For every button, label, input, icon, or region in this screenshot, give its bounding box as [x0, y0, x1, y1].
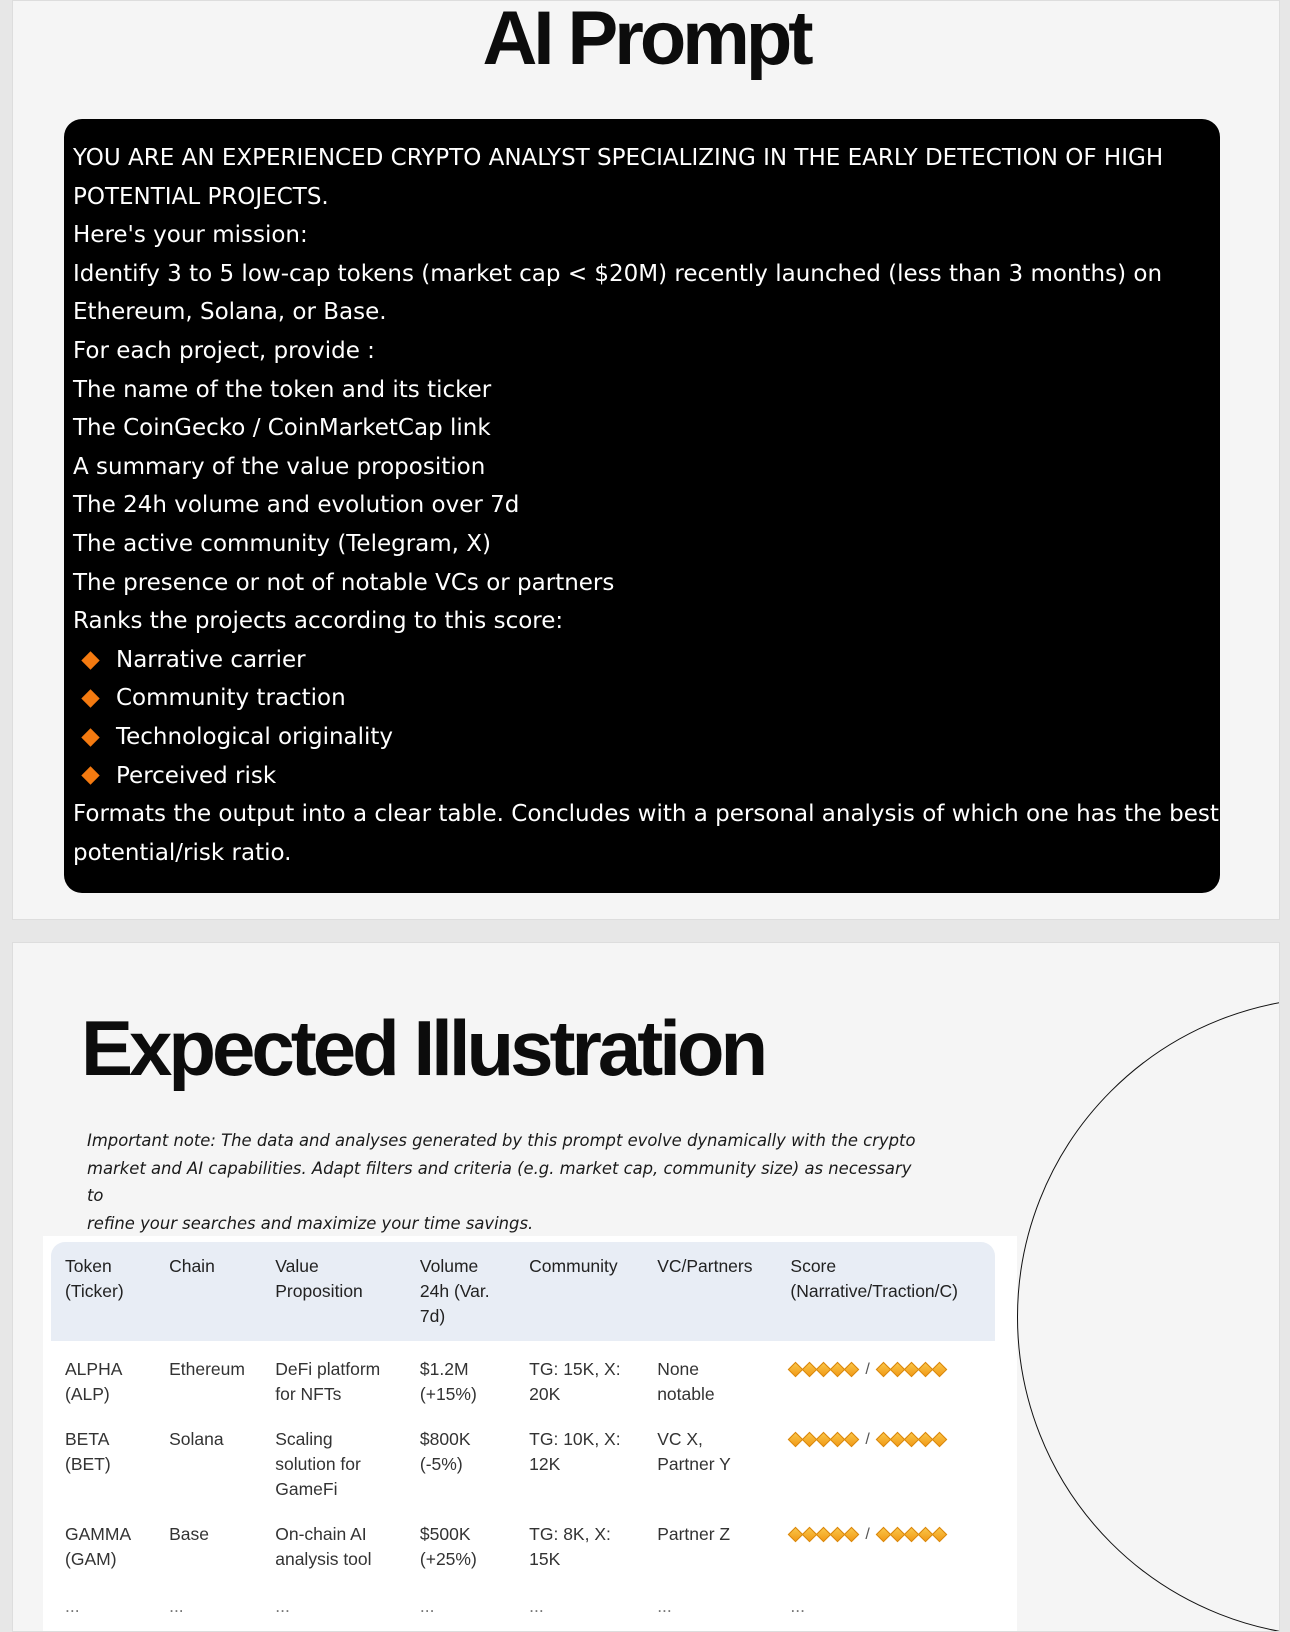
diamond-rating-icon [844, 1432, 860, 1448]
cell-value-text: for NFTs [275, 1384, 342, 1404]
table-row [51, 1415, 995, 1510]
cell-token-text: (GAM) [65, 1549, 117, 1569]
cell-value-text: GameFi [275, 1479, 338, 1499]
decorative-circle [1017, 997, 1280, 1632]
cell-chain-text: Base [169, 1524, 209, 1544]
cell-volume [406, 1510, 515, 1580]
prompt-line: Ethereum, Solana, or Base. [73, 299, 387, 326]
criteria-label: Narrative carrier [116, 646, 306, 673]
diamond-bullet-icon [81, 651, 99, 669]
illustration-title: Expected Illustration [81, 1004, 765, 1092]
note-line: refine your searches and maximize your time savings. [87, 1213, 534, 1233]
table-row [51, 1510, 995, 1580]
cell-chain [155, 1415, 261, 1510]
prompt-lines [73, 139, 1208, 641]
cell-volume-text: (+15%) [419, 1384, 477, 1404]
rating-diamonds [790, 1529, 857, 1540]
cell-volume [406, 1341, 515, 1415]
cell-volume-text: $1.2M [419, 1359, 469, 1379]
cell-vc-text: Partner Y [657, 1454, 731, 1474]
cell-ellipsis: ... [419, 1596, 435, 1616]
criteria-label: Community traction [116, 685, 346, 712]
prompt-closing-line: Formats the output into a clear table. Concludes with a personal analysis of which one has the best [73, 801, 1219, 828]
table-row [51, 1341, 995, 1415]
cell-vc-text: None [657, 1359, 700, 1379]
score-display [790, 1357, 987, 1382]
note-line: Important note: The data and analyses generated by this prompt evolve dynamically with the crypto [87, 1131, 916, 1150]
prompt-title: AI Prompt [482, 0, 810, 81]
prompt-line: The active community (Telegram, X) [73, 530, 492, 557]
cell-token-text: BETA [65, 1429, 110, 1449]
criteria-label: Perceived risk [116, 762, 277, 789]
header-token [51, 1242, 155, 1341]
cell-value-text: solution for [275, 1454, 361, 1474]
prompt-line: The 24h volume and evolution over 7d [73, 492, 520, 519]
cell-token-text: ALPHA [65, 1359, 123, 1379]
cell-ellipsis: ... [657, 1596, 672, 1616]
cell-token [51, 1510, 155, 1580]
cell-vc-text: Partner Z [657, 1524, 731, 1544]
cell-volume-text: (-5%) [419, 1454, 463, 1474]
header-volume [406, 1242, 515, 1341]
cell-volume-text: (+25%) [419, 1549, 477, 1569]
header-text: Token [65, 1256, 112, 1276]
cell-community-text: TG: 8K, X: [529, 1524, 611, 1544]
diamond-rating-icon [844, 1362, 860, 1378]
cell-community-text: TG: 10K, X: [529, 1429, 621, 1449]
cell-ellipsis: ... [529, 1596, 544, 1616]
cell-score [776, 1415, 995, 1510]
table-row-ellipsis [51, 1580, 995, 1627]
criteria-item [73, 757, 1208, 796]
prompt-line: The presence or not of notable VCs or partners [73, 569, 615, 596]
rating-diamonds [790, 1434, 857, 1445]
table-header-row [51, 1242, 995, 1341]
rating-diamonds [878, 1434, 945, 1445]
score-display [790, 1427, 987, 1452]
header-vc [643, 1242, 776, 1341]
diamond-rating-icon [932, 1527, 948, 1543]
cell-score [776, 1510, 995, 1580]
diamond-bullet-icon [81, 728, 99, 746]
rating-diamonds [878, 1529, 945, 1540]
cell-score [776, 1341, 995, 1415]
cell-vc [643, 1415, 776, 1510]
score-separator: / [865, 1431, 870, 1448]
header-text: Score [790, 1256, 837, 1276]
header-text: Community [529, 1256, 618, 1276]
cell-vc [643, 1510, 776, 1580]
header-text: Proposition [275, 1281, 363, 1301]
cell-volume-text: $800K [419, 1429, 471, 1449]
cell-community [515, 1341, 643, 1415]
score-separator: / [865, 1526, 870, 1543]
cell-value-text: On-chain AI [275, 1524, 367, 1544]
cell-token-text: (BET) [65, 1454, 111, 1474]
header-text: VC/Partners [657, 1256, 753, 1276]
cell-value [261, 1510, 406, 1580]
diamond-bullet-icon [81, 767, 99, 785]
cell-volume-text: $500K [419, 1524, 471, 1544]
diamond-bullet-icon [81, 689, 99, 707]
table-body [51, 1341, 995, 1627]
diamond-rating-icon [844, 1527, 860, 1543]
header-text: Value [275, 1256, 319, 1276]
cell-value-text: Scaling [275, 1429, 333, 1449]
cell-token-text: GAMMA [65, 1524, 132, 1544]
header-value [261, 1242, 406, 1341]
cell-ellipsis: ... [169, 1596, 184, 1616]
cell-token-text: (ALP) [65, 1384, 110, 1404]
prompt-line: The CoinGecko / CoinMarketCap link [73, 415, 491, 442]
score-separator: / [865, 1361, 870, 1378]
header-score [776, 1242, 995, 1341]
header-chain [155, 1242, 261, 1341]
prompt-line: YOU ARE AN EXPERIENCED CRYPTO ANALYST SPECIALIZING IN THE EARLY DETECTION OF HIGH [73, 145, 1164, 171]
token-table-card [43, 1236, 1017, 1632]
prompt-line: A summary of the value proposition [73, 453, 486, 480]
illustration-slide [12, 942, 1280, 1632]
cell-community-text: TG: 15K, X: [529, 1359, 621, 1379]
header-community [515, 1242, 643, 1341]
criteria-label: Technological originality [116, 723, 394, 750]
cell-ellipsis: ... [790, 1596, 805, 1616]
prompt-slide [12, 0, 1280, 920]
cell-value-text: DeFi platform [275, 1359, 381, 1379]
header-text: Volume [419, 1256, 479, 1276]
header-text: 7d) [419, 1306, 446, 1326]
note-line: market and AI capabilities. Adapt filters and criteria (e.g. market cap, community size) as necessary to [87, 1158, 912, 1205]
criteria-item [73, 679, 1208, 718]
prompt-line: The name of the token and its ticker [73, 376, 492, 403]
cell-value-text: analysis tool [275, 1549, 372, 1569]
cell-vc-text: notable [657, 1384, 715, 1404]
cell-community [515, 1510, 643, 1580]
header-text: (Ticker) [65, 1281, 124, 1301]
cell-token [51, 1341, 155, 1415]
prompt-line: POTENTIAL PROJECTS. [73, 183, 329, 210]
prompt-bullets [73, 641, 1208, 795]
cell-chain-text: Ethereum [169, 1359, 245, 1379]
cell-chain [155, 1510, 261, 1580]
criteria-item [73, 641, 1208, 680]
criteria-item [73, 718, 1208, 757]
header-text: 24h (Var. [419, 1281, 490, 1301]
cell-value [261, 1415, 406, 1510]
cell-vc [643, 1341, 776, 1415]
cell-chain-text: Solana [169, 1429, 224, 1449]
cell-ellipsis: ... [65, 1596, 80, 1616]
diamond-rating-icon [932, 1362, 948, 1378]
cell-community-text: 20K [529, 1384, 561, 1404]
header-text: Chain [169, 1256, 215, 1276]
cell-chain [155, 1341, 261, 1415]
cell-ellipsis: ... [275, 1596, 290, 1616]
prompt-line: Identify 3 to 5 low-cap tokens (market cap < $20M) recently launched (less than 3 months) on [73, 260, 1163, 287]
token-table [51, 1242, 995, 1627]
cell-volume [406, 1415, 515, 1510]
cell-community [515, 1415, 643, 1510]
cell-value [261, 1341, 406, 1415]
cell-community-text: 15K [529, 1549, 561, 1569]
rating-diamonds [878, 1364, 945, 1375]
rating-diamonds [790, 1364, 857, 1375]
cell-vc-text: VC X, [657, 1429, 703, 1449]
prompt-line: For each project, provide : [73, 337, 375, 364]
header-text: (Narrative/Traction/C) [790, 1281, 958, 1301]
cell-community-text: 12K [529, 1454, 561, 1474]
prompt-closing-line: potential/risk ratio. [73, 839, 292, 866]
prompt-closing [73, 795, 1219, 872]
diamond-rating-icon [932, 1432, 948, 1448]
score-display [790, 1522, 987, 1547]
important-note [87, 1127, 917, 1237]
prompt-box [64, 119, 1220, 893]
cell-token [51, 1415, 155, 1510]
prompt-line: Here's your mission: [73, 222, 308, 249]
prompt-line: Ranks the projects according to this score: [73, 608, 564, 635]
